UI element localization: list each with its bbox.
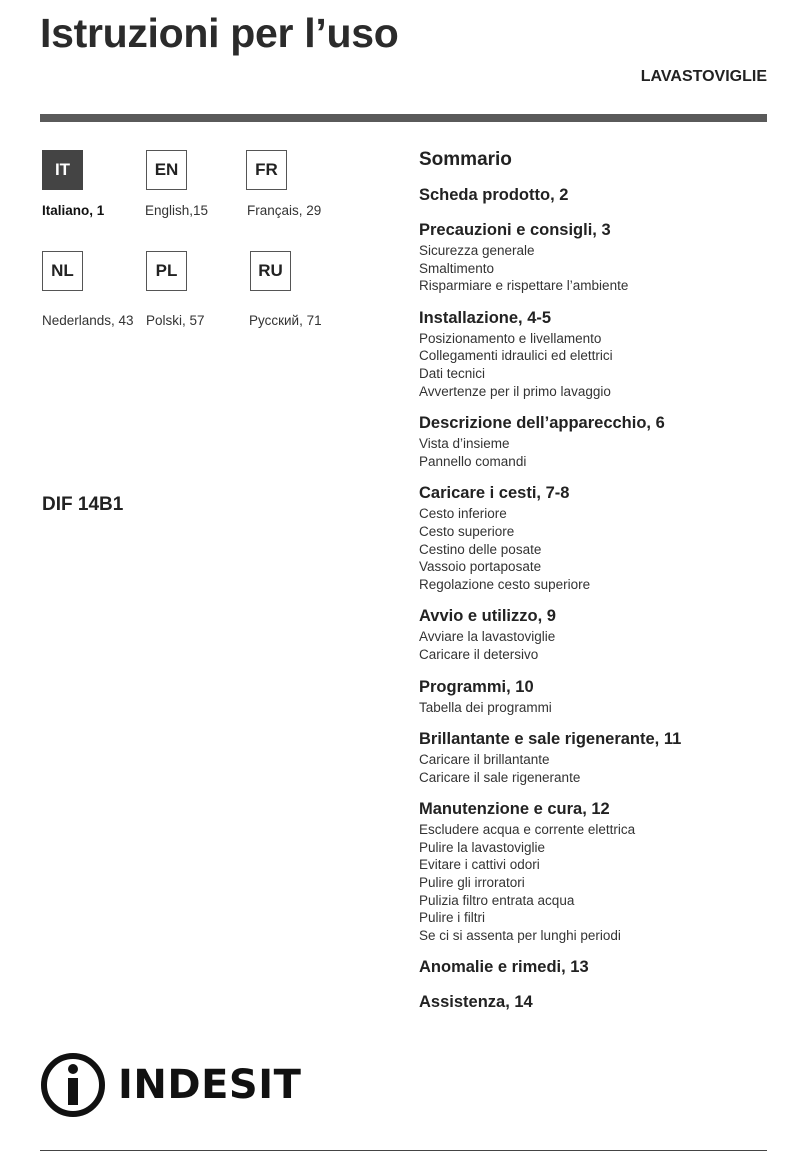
language-code-fr[interactable]: FR [246, 150, 287, 190]
toc-section-title[interactable]: Programmi, 10 [419, 677, 534, 696]
toc-section-title[interactable]: Precauzioni e consigli, 3 [419, 221, 611, 239]
language-code-pl[interactable]: PL [146, 251, 187, 291]
toc-item[interactable]: Cestino delle posate [419, 541, 542, 557]
toc-item[interactable]: Pulire i filtri [419, 910, 486, 926]
toc-section [419, 412, 779, 470]
toc-section-title[interactable]: Anomalie e rimedi, 13 [419, 958, 589, 977]
toc-item[interactable]: Vassoio portaposate [419, 559, 542, 575]
language-label-it[interactable]: Italiano, 1 [42, 203, 105, 218]
toc-item[interactable]: Se ci si assenta per lunghi periodi [419, 927, 621, 943]
toc-item[interactable]: Tabella dei programmi [419, 699, 552, 715]
toc-item[interactable]: Smaltimento [419, 260, 495, 276]
language-label-nl[interactable]: Nederlands, 43 [42, 313, 134, 328]
toc-section [419, 219, 779, 295]
toc-item[interactable]: Evitare i cattivi odori [419, 857, 540, 873]
language-label-fr[interactable]: Français, 29 [247, 203, 322, 218]
toc-item[interactable]: Risparmiare e rispettare l’ambiente [419, 278, 629, 294]
language-label-pl[interactable]: Polski, 57 [146, 313, 205, 328]
toc-section [419, 728, 779, 786]
toc-item[interactable]: Pulire gli irroratori [419, 875, 525, 891]
product-category: LAVASTOVIGLIE [640, 68, 767, 85]
toc-section [419, 798, 779, 944]
language-code-en[interactable]: EN [146, 150, 187, 190]
toc-item[interactable]: Caricare il brillantante [419, 752, 550, 768]
toc-item[interactable]: Dati tecnici [419, 365, 486, 381]
language-code-it[interactable]: IT [42, 150, 83, 190]
toc-section [419, 184, 779, 207]
toc-section-title[interactable]: Assistenza, 14 [419, 993, 533, 1012]
toc-item[interactable]: Posizionamento e livellamento [419, 330, 602, 346]
toc-section-title[interactable]: Caricare i cesti, 7-8 [419, 484, 570, 503]
header-divider [40, 114, 767, 122]
toc-section-title[interactable]: Installazione, 4-5 [419, 308, 552, 327]
toc-section-title[interactable]: Descrizione dell’apparecchio, 6 [419, 414, 665, 433]
toc-section [419, 307, 779, 400]
toc-item[interactable]: Cesto inferiore [419, 506, 507, 522]
toc-item[interactable]: Caricare il detersivo [419, 646, 539, 662]
toc-item[interactable]: Avvertenze per il primo lavaggio [419, 383, 611, 399]
brand-name: INDESIT [118, 1062, 302, 1108]
toc-item[interactable]: Escludere acqua e corrente elettrica [419, 822, 636, 838]
toc-item[interactable]: Regolazione cesto superiore [419, 576, 591, 592]
indesit-logo-icon [40, 1052, 106, 1118]
toc-section-title[interactable]: Scheda prodotto, 2 [419, 186, 569, 204]
toc-item[interactable]: Sicurezza generale [419, 243, 535, 258]
footer-divider [40, 1150, 767, 1151]
language-label-ru[interactable]: Русский, 71 [249, 313, 322, 328]
toc-sections [419, 184, 779, 1014]
toc-item[interactable]: Pulire la lavastoviglie [419, 839, 546, 855]
model-number: DIF 14B1 [42, 494, 124, 515]
brand-logo [40, 1050, 301, 1120]
language-label-en[interactable]: English,15 [145, 203, 209, 218]
toc-item[interactable]: Pannello comandi [419, 453, 527, 469]
toc-section-title[interactable]: Brillantante e sale rigenerante, 11 [419, 730, 682, 749]
toc-section [419, 676, 779, 717]
language-code-ru[interactable]: RU [250, 251, 291, 291]
toc-heading: Sommario [419, 149, 512, 170]
toc-section [419, 991, 779, 1014]
toc-item[interactable]: Collegamenti idraulici ed elettrici [419, 348, 613, 364]
toc-section-title[interactable]: Avvio e utilizzo, 9 [419, 607, 556, 626]
language-code-nl[interactable]: NL [42, 251, 83, 291]
toc-section [419, 605, 779, 663]
toc-item[interactable]: Cesto superiore [419, 523, 515, 539]
toc-section [419, 482, 779, 593]
toc-item[interactable]: Vista d’insieme [419, 436, 510, 452]
toc-item[interactable]: Caricare il sale rigenerante [419, 769, 581, 785]
table-of-contents [419, 146, 779, 1026]
toc-section [419, 956, 779, 979]
document-title: Istruzioni per l’uso [40, 10, 399, 56]
toc-item[interactable]: Avviare la lavastoviglie [419, 629, 556, 645]
toc-section-title[interactable]: Manutenzione e cura, 12 [419, 800, 610, 819]
toc-item[interactable]: Pulizia filtro entrata acqua [419, 892, 575, 908]
